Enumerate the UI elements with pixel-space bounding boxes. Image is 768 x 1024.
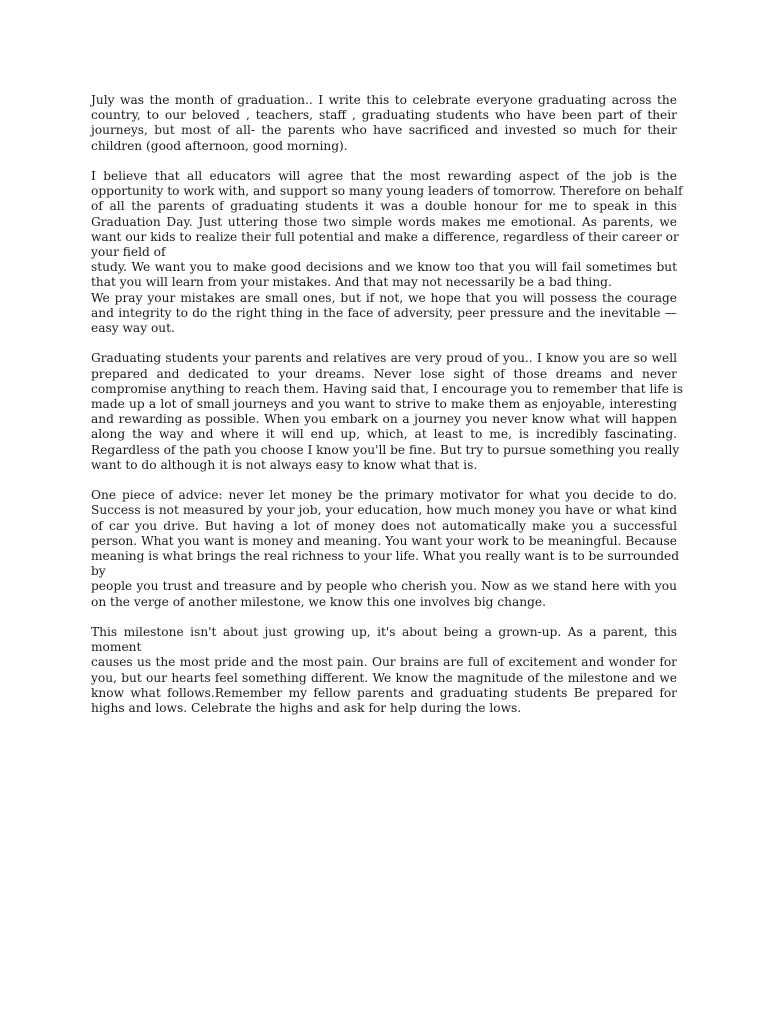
text-line: country, to our beloved , teachers, staff , graduating students who have been part of their: [91, 108, 677, 123]
text-line: We pray your mistakes are small ones, but if not, we hope that you will possess the courage: [91, 290, 677, 305]
text-line: and integrity to do the right thing in the face of adversity, peer pressure and the inevitable —: [91, 305, 677, 320]
text-line: study. We want you to make good decisions and we know too that you will fail sometimes but: [91, 260, 677, 275]
text-line: want our kids to realize their full potential and make a difference, regardless of their career or: [91, 229, 679, 244]
document-body: [91, 93, 684, 731]
text-line: Graduation Day. Just uttering those two simple words makes me emotional. As parents, we: [91, 214, 677, 229]
text-line: meaning is what brings the real richness to your life. What you really want is to be surrounded: [91, 549, 680, 564]
paragraph-graduation-month: [91, 93, 677, 154]
text-line: that you will learn from your mistakes. And that may not necessarily be a bad thing.: [91, 275, 612, 290]
text-line: know what follows.Remember my fellow parents and graduating students Be prepared for: [91, 685, 677, 700]
text-line: One piece of advice: never let money be the primary motivator for what you decide to do.: [91, 488, 677, 503]
text-line: Success is not measured by your job, your education, how much money you have or what kind: [91, 503, 677, 518]
text-line: journeys, but most of all- the parents who have sacrificed and invested so much for their: [91, 123, 677, 138]
text-line: prepared and dedicated to your dreams. Never lose sight of those dreams and never: [91, 366, 677, 381]
text-line: people you trust and treasure and by people who cherish you. Now as we stand here with you: [91, 579, 677, 594]
text-line: on the verge of another milestone, we know this one involves big change.: [91, 594, 546, 609]
text-line: compromise anything to reach them. Having said that, I encourage you to remember that life is: [91, 381, 684, 396]
text-line: of all the parents of graduating students it was a double honour for me to speak in this: [91, 199, 677, 214]
text-line: children (good afternoon, good morning).: [91, 138, 348, 153]
text-line: you, but our hearts feel something different. We know the magnitude of the milestone and we: [91, 670, 677, 685]
text-line: your field of: [91, 245, 166, 260]
text-line: by: [91, 564, 106, 579]
paragraph-educators: [91, 169, 683, 336]
text-line: of car you drive. But having a lot of money does not automatically make you a successful: [91, 518, 677, 533]
paragraph-advice: [91, 488, 680, 610]
paragraph-graduating-students: [91, 351, 684, 473]
text-line: along the way and where it will end up, which, at least to me, is incredibly fascinating.: [91, 427, 677, 442]
text-line: July was the month of graduation.. I write this to celebrate everyone graduating across the: [91, 93, 677, 107]
text-line: highs and lows. Celebrate the highs and ask for help during the lows.: [91, 701, 522, 716]
text-line: Graduating students your parents and relatives are very proud of you.. I know you are so well: [91, 351, 677, 366]
text-line: I believe that all educators will agree that the most rewarding aspect of the job is the: [91, 169, 677, 183]
text-line: This milestone isn't about just growing up, it's about being a grown-up. As a parent, this: [91, 625, 677, 640]
text-line: made up a lot of small journeys and you want to strive to make them as enjoyable, interesting: [91, 397, 677, 412]
text-line: Regardless of the path you choose I know you'll be fine. But try to pursue something you really: [91, 442, 680, 457]
text-line: causes us the most pride and the most pain. Our brains are full of excitement and wonder for: [91, 655, 677, 670]
text-line: and rewarding as possible. When you embark on a journey you never know what will happen: [91, 412, 677, 427]
text-line: want to do although it is not always easy to know what that is.: [91, 457, 478, 472]
text-line: person. What you want is money and meaning. You want your work to be meaningful. Because: [91, 533, 677, 548]
text-line: easy way out.: [91, 321, 175, 336]
text-line: opportunity to work with, and support so many young leaders of tomorrow. Therefore on behalf: [91, 184, 683, 199]
text-line: moment: [91, 640, 142, 655]
paragraph-milestone: [91, 625, 677, 716]
